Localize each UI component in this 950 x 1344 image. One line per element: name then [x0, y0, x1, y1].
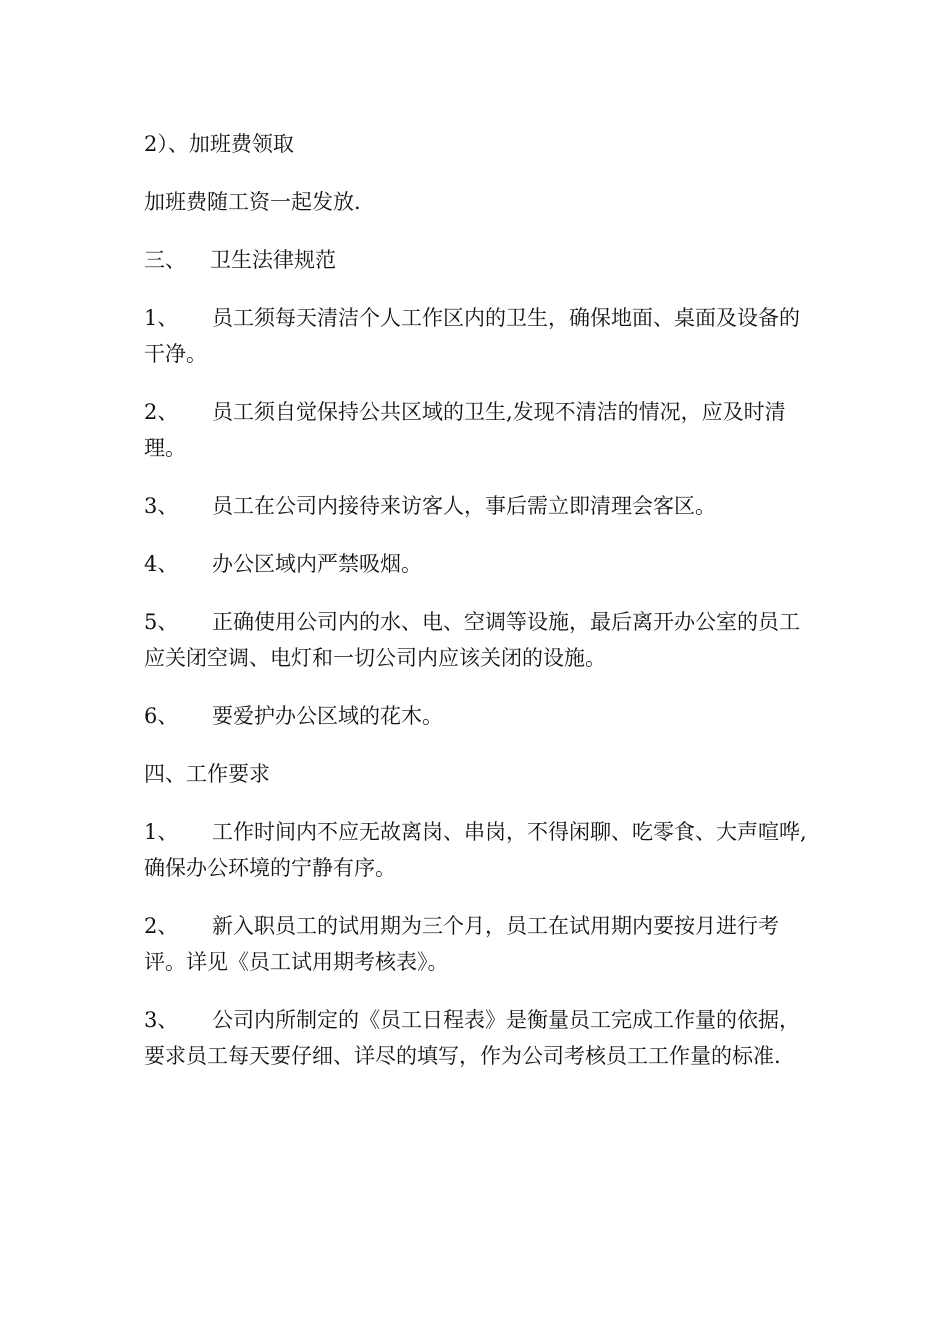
- paragraph-overtime-pay-title: [144, 126, 809, 162]
- list-item-work-1: [144, 814, 809, 886]
- document-body: [144, 126, 809, 1096]
- list-item-number: 5、: [144, 610, 179, 634]
- section-title: 四、工作要求: [144, 762, 270, 786]
- list-item-text: 员工在公司内接待来访客人，事后需立即清理会客区。: [212, 494, 716, 518]
- list-item-number: 3、: [144, 1008, 179, 1032]
- list-item-number: 6、: [144, 704, 179, 728]
- list-item-hygiene-1: [144, 300, 809, 372]
- list-item-work-3: [144, 1002, 809, 1074]
- list-item-number: 2、: [144, 914, 179, 938]
- list-item-hygiene-3: [144, 488, 809, 524]
- list-item-hygiene-6: [144, 698, 809, 734]
- section-heading-work-requirements: [144, 756, 809, 792]
- list-item-text: 办公区域内严禁吸烟。: [212, 552, 422, 576]
- list-item-text: 员工须自觉保持公共区域的卫生,发现不清洁的情况，应及时清理。: [144, 400, 786, 460]
- list-item-text: 要爱护办公区域的花木。: [212, 704, 443, 728]
- list-item-number: 1、: [144, 306, 179, 330]
- paragraph-text: 2）、加班费领取: [144, 132, 294, 156]
- list-item-number: 1、: [144, 820, 179, 844]
- list-item-number: 4、: [144, 552, 179, 576]
- list-item-hygiene-4: [144, 546, 809, 582]
- list-item-hygiene-2: [144, 394, 809, 466]
- list-item-number: 3、: [144, 494, 179, 518]
- section-heading-hygiene: [144, 242, 809, 278]
- list-item-text: 工作时间内不应无故离岗、串岗，不得闲聊、吃零食、大声喧哗,确保办公环境的宁静有序。: [144, 820, 807, 880]
- list-item-text: 正确使用公司内的水、电、空调等设施，最后离开办公室的员工应关闭空调、电灯和一切公司内应该关闭的设施。: [144, 610, 800, 670]
- list-item-number: 2、: [144, 400, 179, 424]
- paragraph-overtime-pay-rule: [144, 184, 809, 220]
- list-item-text: 新入职员工的试用期为三个月，员工在试用期内要按月进行考评。详见《员工试用期考核表》。: [144, 914, 779, 974]
- section-title: 卫生法律规范: [210, 248, 336, 272]
- list-item-hygiene-5: [144, 604, 809, 676]
- list-item-text: 员工须每天清洁个人工作区内的卫生，确保地面、桌面及设备的干净。: [144, 306, 800, 366]
- list-item-text: 公司内所制定的《员工日程表》是衡量员工完成工作量的依据，要求员工每天要仔细、详尽的填写，作为公司考核员工工作量的标准.: [144, 1008, 800, 1068]
- section-number: 三、: [144, 248, 186, 272]
- list-item-work-2: [144, 908, 809, 980]
- paragraph-text: 加班费随工资一起发放.: [144, 190, 361, 214]
